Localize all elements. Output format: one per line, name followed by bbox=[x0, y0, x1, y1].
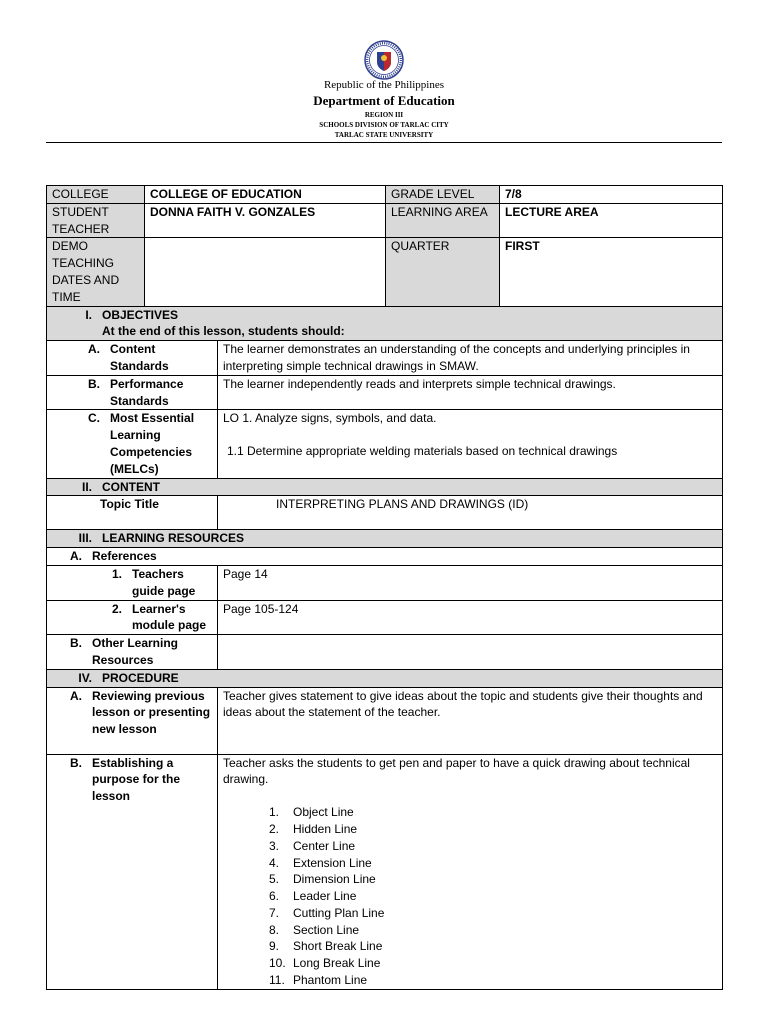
other-resources-value bbox=[218, 635, 723, 670]
line-type-item bbox=[269, 955, 717, 972]
topic-label: Topic Title bbox=[47, 496, 218, 530]
line-type-number: 2. bbox=[269, 821, 280, 836]
line-type-number: 3. bbox=[269, 838, 280, 853]
procedure-title: PROCEDURE bbox=[102, 670, 179, 685]
other-resources-num: B. bbox=[70, 636, 82, 651]
references-row bbox=[47, 548, 723, 566]
teachers-guide-value: Page 14 bbox=[218, 565, 723, 600]
procedure-b-text: Teacher asks the students to get pen and paper to have a quick drawing about technical drawing. bbox=[223, 755, 690, 787]
teachers-guide-label: Teachers guide page bbox=[132, 566, 196, 598]
line-type-item bbox=[269, 905, 717, 922]
objectives-header bbox=[47, 306, 723, 341]
header-department: Department of Education bbox=[313, 93, 455, 108]
procedure-a-num: A. bbox=[70, 688, 82, 703]
melcs-num: C. bbox=[88, 411, 100, 426]
content-standards-label: Content Standards bbox=[110, 342, 169, 373]
content-title: CONTENT bbox=[102, 479, 160, 494]
area-label: LEARNING AREA bbox=[386, 203, 500, 238]
teacher-label: STUDENT TEACHER bbox=[47, 203, 145, 238]
procedure-a-row bbox=[47, 687, 723, 754]
teacher-value: DONNA FAITH V. GONZALES bbox=[145, 203, 386, 238]
references-label: References bbox=[92, 549, 157, 564]
quarter-value: FIRST bbox=[500, 238, 723, 306]
procedure-a-label: Reviewing previous lesson or presenting new lesson bbox=[92, 688, 211, 737]
college-label: COLLEGE bbox=[47, 186, 145, 204]
line-type-item bbox=[269, 804, 717, 821]
lesson-plan-table bbox=[46, 185, 723, 990]
line-type-number: 9. bbox=[269, 939, 280, 954]
deped-seal-icon bbox=[364, 40, 404, 80]
line-type-label: Dimension Line bbox=[293, 872, 376, 887]
line-type-item bbox=[269, 888, 717, 905]
line-type-number: 8. bbox=[269, 922, 280, 937]
procedure-b-label: Establishing a purpose for the lesson bbox=[92, 755, 181, 804]
performance-standards-num: B. bbox=[88, 376, 100, 391]
dates-value bbox=[145, 238, 386, 306]
line-type-number: 10. bbox=[269, 956, 286, 971]
procedure-b-row bbox=[47, 754, 723, 989]
performance-standards-text: The learner independently reads and interprets simple technical drawings. bbox=[218, 375, 723, 410]
content-standards-row bbox=[47, 341, 723, 376]
content-standards-num: A. bbox=[88, 342, 100, 357]
quarter-label: QUARTER bbox=[386, 238, 500, 306]
melcs-text-2: 1.1 Determine appropriate welding materials based on technical drawings bbox=[227, 444, 618, 459]
objectives-subtitle: At the end of this lesson, students should: bbox=[102, 324, 345, 339]
line-type-number: 7. bbox=[269, 905, 280, 920]
line-type-label: Phantom Line bbox=[293, 973, 368, 988]
line-type-label: Object Line bbox=[293, 805, 354, 820]
line-type-item bbox=[269, 838, 717, 855]
line-type-number: 4. bbox=[269, 855, 280, 870]
learners-module-label: Learner's module page bbox=[132, 601, 207, 633]
objectives-num: I. bbox=[85, 307, 92, 322]
other-resources-row bbox=[47, 635, 723, 670]
line-type-item bbox=[269, 938, 717, 955]
other-resources-label: Other Learning Resources bbox=[92, 636, 179, 667]
area-value: LECTURE AREA bbox=[500, 203, 723, 238]
content-num: II. bbox=[81, 479, 92, 494]
grade-value: 7/8 bbox=[500, 186, 723, 204]
learners-module-row bbox=[47, 600, 723, 635]
content-header bbox=[47, 478, 723, 496]
line-type-label: Extension Line bbox=[293, 855, 372, 870]
header-republic: Republic of the Philippines bbox=[323, 79, 445, 91]
header-region: REGION III bbox=[364, 111, 404, 119]
line-type-item bbox=[269, 972, 717, 989]
procedure-header bbox=[47, 669, 723, 687]
references-num: A. bbox=[70, 549, 82, 564]
line-type-label: Hidden Line bbox=[293, 821, 358, 836]
line-type-item bbox=[269, 922, 717, 939]
line-type-label: Section Line bbox=[293, 922, 360, 937]
melcs-label: Most Essential Learning Competencies (MELCs) bbox=[110, 411, 195, 476]
resources-header bbox=[47, 530, 723, 548]
header-divider bbox=[46, 142, 722, 143]
melcs-text-1: LO 1. Analyze signs, symbols, and data. bbox=[223, 411, 437, 426]
resources-num: III. bbox=[78, 531, 92, 546]
line-type-item bbox=[269, 855, 717, 872]
grade-label: GRADE LEVEL bbox=[386, 186, 500, 204]
resources-title: LEARNING RESOURCES bbox=[102, 531, 245, 546]
performance-standards-label: Performance Standards bbox=[110, 376, 184, 408]
line-type-item bbox=[269, 821, 717, 838]
learners-module-num: 2. bbox=[111, 601, 122, 616]
line-type-item bbox=[269, 871, 717, 888]
teachers-guide-row bbox=[47, 565, 723, 600]
line-type-label: Center Line bbox=[293, 838, 356, 853]
procedure-a-text: Teacher gives statement to give ideas about the topic and students give their thoughts and ideas about the statement of the teacher. bbox=[218, 687, 723, 754]
performance-standards-row bbox=[47, 375, 723, 410]
topic-value: INTERPRETING PLANS AND DRAWINGS (ID) bbox=[218, 496, 723, 530]
college-value: COLLEGE OF EDUCATION bbox=[145, 186, 386, 204]
line-types-list bbox=[223, 804, 717, 989]
learners-module-value: Page 105-124 bbox=[218, 600, 723, 635]
line-type-label: Leader Line bbox=[293, 889, 357, 904]
line-type-label: Short Break Line bbox=[293, 939, 383, 954]
line-type-label: Cutting Plan Line bbox=[293, 905, 385, 920]
teachers-guide-num: 1. bbox=[111, 566, 122, 581]
procedure-num: IV. bbox=[78, 670, 92, 685]
line-type-number: 11. bbox=[269, 973, 285, 988]
header-division: SCHOOLS DIVISION OF TARLAC CITY bbox=[319, 121, 449, 129]
topic-row bbox=[47, 496, 723, 530]
content-standards-text: The learner demonstrates an understanding of the concepts and underlying principles in interpreting simple technical drawings in SMAW. bbox=[218, 341, 723, 376]
procedure-b-num: B. bbox=[70, 755, 82, 770]
objectives-title: OBJECTIVES bbox=[102, 307, 179, 322]
melcs-row bbox=[47, 410, 723, 478]
dates-label: DEMO TEACHING DATES AND TIME bbox=[47, 238, 145, 306]
line-type-number: 6. bbox=[269, 889, 280, 904]
header-university: TARLAC STATE UNIVERSITY bbox=[334, 131, 434, 139]
line-type-number: 5. bbox=[269, 872, 280, 887]
line-type-number: 1. bbox=[269, 805, 280, 820]
line-type-label: Long Break Line bbox=[293, 956, 381, 971]
